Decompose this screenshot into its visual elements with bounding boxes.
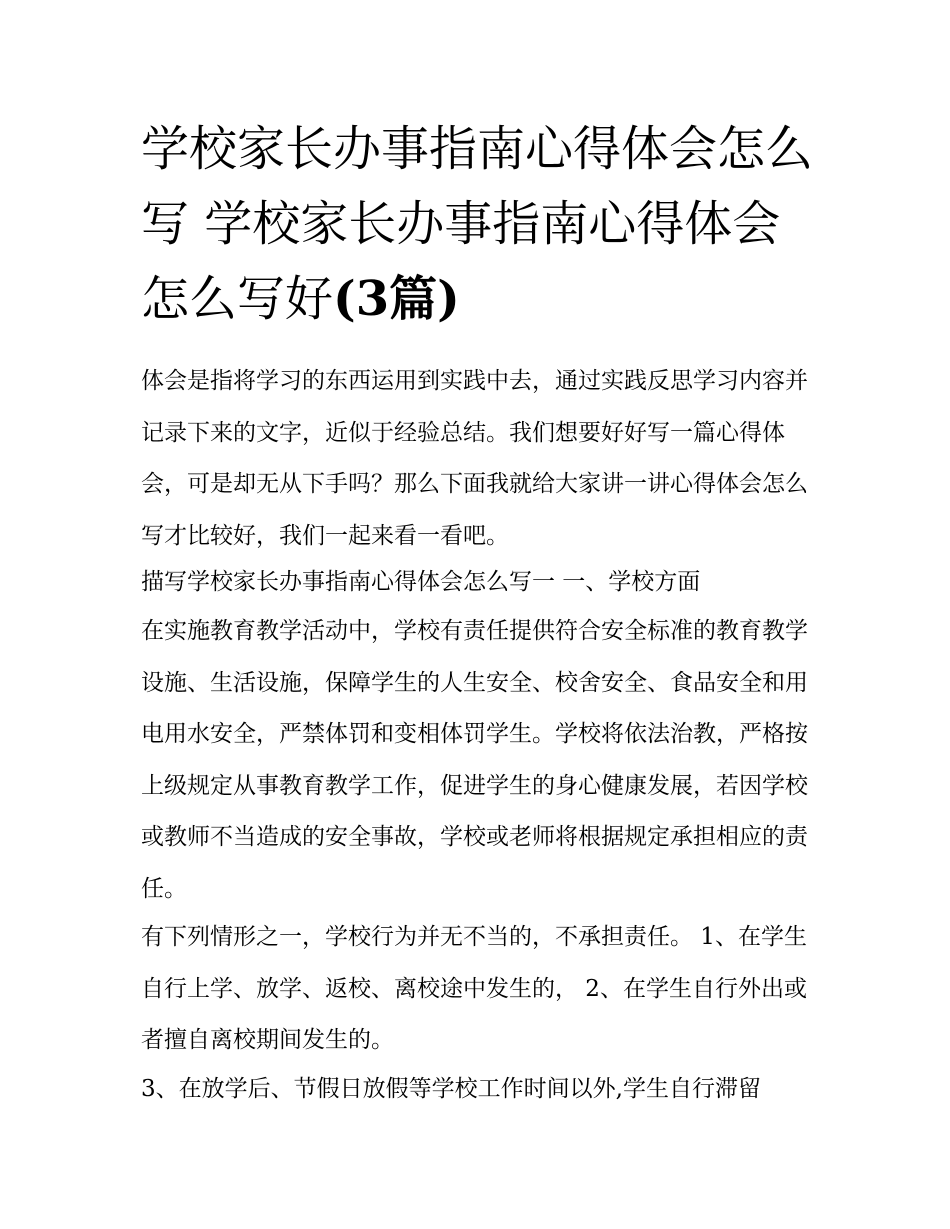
section-heading-school: 描写学校家长办事指南心得体会怎么写一 一、学校方面 (141, 569, 701, 595)
document-title (141, 112, 821, 337)
title-suffix-text: (3篇) (333, 271, 460, 327)
title-main-text: 学校家长办事指南心得体会怎么写 学校家长办事指南心得体会怎么写好 (141, 121, 814, 327)
no-liability-paragraph: 有下列情形之一，学校行为并无不当的，不承担责任。 1、在学生自行上学、放学、返校、离校途中发生的， 2、在学生自行外出或者擅自离校期间发生的。 (141, 924, 807, 1053)
intro-paragraph: 体会是指将学习的东西运用到实践中去，通过实践反思学习内容并记录下来的文字，近似于经验总结。我们想要好好写一篇心得体会，可是却无从下手吗？那么下面我就给大家讲一讲心得体会怎么写才比较好，我们一起来看一看吧。 (141, 368, 808, 549)
school-responsibility-paragraph: 在实施教育教学活动中，学校有责任提供符合安全标准的教育教学设施、生活设施，保障学生的人生安全、校舍安全、食品安全和用电用水安全，严禁体罚和变相体罚学生。学校将依法治教，严格按上级规定从事教育教学工作，促进学生的身心健康发展，若因学校或教师不当造成的安全事故，学校或老师将根据规定承担相应的责任。 (141, 618, 808, 902)
after-school-paragraph: 3、在放学后、节假日放假等学校工作时间以外,学生自行滞留 (141, 1076, 761, 1102)
